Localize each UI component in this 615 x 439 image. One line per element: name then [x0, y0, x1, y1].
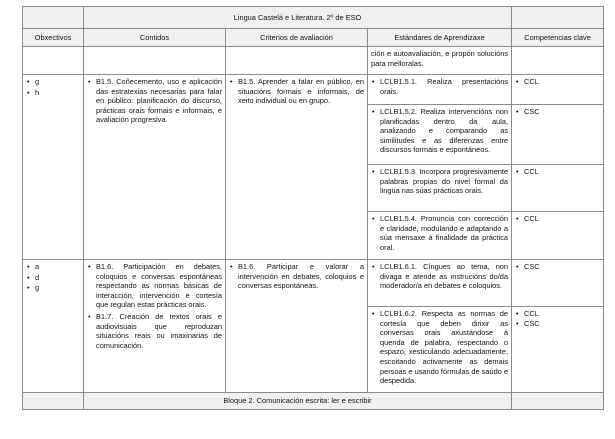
objectives-cell — [23, 75, 84, 260]
objective-item: • a — [26, 262, 80, 272]
criterion-item: • B1.5. Aprender a falar en público, en situacións formais e informais, de xeito individual ou en grupo. — [229, 77, 364, 106]
objective-item: • d — [26, 273, 80, 283]
header-row — [23, 29, 604, 47]
standard-item: • LCLB1.5.3. Incorpora progresivamente palabras propias do nivel formal da lingua nas súas prácticas orais. — [371, 167, 508, 196]
contents-cell — [84, 75, 226, 260]
header-competences: Competencias clave — [512, 29, 604, 47]
content-item: • B1.6. Participación en debates, coloquios e conversas espontáneas respectando as normas básicas de interacción, intervención e cortesía que regulan estas prácticas orais. — [87, 262, 222, 310]
continued-standard-text: ción e autoavaliación, e propón solucións para melloralas. — [368, 47, 512, 75]
header-criteria: Criterios de avaliación — [226, 29, 368, 47]
contents-cell — [84, 260, 226, 393]
curriculum-table-frame — [22, 6, 603, 414]
competence-cell — [512, 307, 604, 393]
standard-item: • LCLB1.5.4. Pronuncia con corrección e claridade, modulando e adaptando a súa mensaxe á finalidade da práctica oral. — [371, 214, 508, 252]
competence-item: • CSC — [515, 262, 600, 272]
objectives-cell — [23, 260, 84, 393]
content-item: • B1.5. Coñecemento, uso e aplicación das estratexias necesarias para falar en público: planificación do discurso, prácticas orais formais e informais, e avaliación progresiva. — [87, 77, 222, 125]
objective-item: • g — [26, 77, 80, 87]
standard-cell — [368, 105, 512, 165]
standard-item: • LCLB1.6.1. Cíngues ao tema, non divaga e atende as instrucións do/da moderador/a en debates e coloquios. — [371, 262, 508, 291]
competence-item: • CCL — [515, 309, 600, 319]
competence-item: • CSC — [515, 107, 600, 117]
standard-cell — [368, 307, 512, 393]
header-standards: Estándares de Aprendizaxe — [368, 29, 512, 47]
table-row — [23, 260, 604, 307]
standard-item: • LCLB1.5.2. Realiza intervencións non planificadas dentro da aula, analizando e comparando as similitudes e as diferenzas entre discursos formais e espontáneos. — [371, 107, 508, 155]
standard-cell — [368, 260, 512, 307]
competence-cell — [512, 75, 604, 105]
continuation-row — [23, 47, 604, 75]
continuation-contents — [84, 47, 226, 75]
title-right-blank — [512, 7, 604, 29]
table-row — [23, 75, 604, 105]
competence-item: • CCL — [515, 167, 600, 177]
curriculum-table — [22, 6, 604, 410]
footer-row — [23, 393, 604, 410]
standard-item: • LCLB1.6.2. Respecta as normas de cortesía que deben dirixir as conversas orais axustándose á quenda de palabra, respectando o espazo, xesticulando adecuadamente, escoitando activamente as demais persoas e usando fórmulas de saúdo e despedida. — [371, 309, 508, 386]
content-item: • B1.7. Creación de textos orais e audiovisuais que reproduzan situacións reais ou imaxinarias de comunicación. — [87, 312, 222, 350]
competence-cell — [512, 165, 604, 212]
competence-cell — [512, 212, 604, 260]
block-2-heading: Bloque 2. Comunicación escrita: ler e escribir — [84, 393, 512, 410]
continuation-criteria — [226, 47, 368, 75]
competence-item: • CCL — [515, 77, 600, 87]
continuation-competences — [512, 47, 604, 75]
continuation-objectives — [23, 47, 84, 75]
competence-item: • CCL — [515, 214, 600, 224]
criteria-cell — [226, 75, 368, 260]
table-title: Lingua Castelá e Literatura. 2º de ESO — [84, 7, 512, 29]
competence-cell — [512, 260, 604, 307]
objective-item: • g — [26, 283, 80, 293]
competence-item: • CSC — [515, 319, 600, 329]
objective-item: • h — [26, 88, 80, 98]
standard-item: • LCLB1.5.1. Realiza presentacións orais. — [371, 77, 508, 96]
criterion-item: • B1.6. Participar e valorar a intervención en debates, coloquios e conversas espontáneas. — [229, 262, 364, 291]
footer-left-blank — [23, 393, 84, 410]
standard-cell — [368, 165, 512, 212]
footer-right-blank — [512, 393, 604, 410]
header-objectives: Obxectivos — [23, 29, 84, 47]
criteria-cell — [226, 260, 368, 393]
standard-cell — [368, 212, 512, 260]
competence-cell — [512, 105, 604, 165]
title-left-blank — [23, 7, 84, 29]
title-row — [23, 7, 604, 29]
standard-cell — [368, 75, 512, 105]
header-contents: Contidos — [84, 29, 226, 47]
